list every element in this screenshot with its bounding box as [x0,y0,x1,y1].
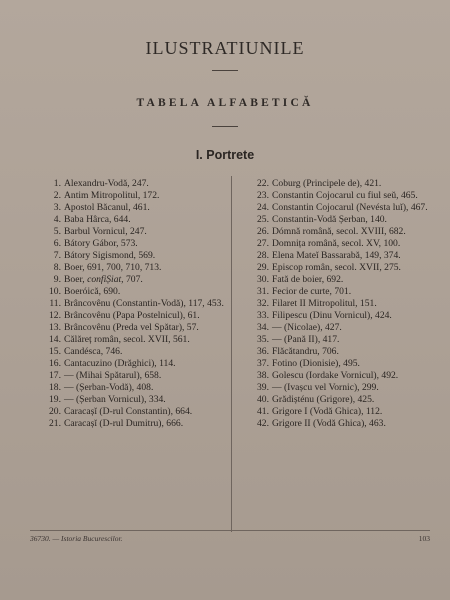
entry-number: 8. [53,262,61,273]
title-rule [212,70,238,71]
index-entry [30,406,228,418]
page-footer [30,530,430,543]
entry-number: 15. [49,346,61,357]
entry-text: Grădișténu (Grigore), 425. [272,394,375,405]
index-entry [30,178,228,190]
entry-number: 10. [49,286,61,297]
entry-number: 22. [257,178,269,189]
index-entry [238,370,438,382]
entry-text: Filaret II Mitropolitul, 151. [272,298,377,309]
entry-text: Constantin Cojocarul cu fiul seŭ, 465. [272,190,418,201]
entry-text-italic: confiȘiat [87,274,122,285]
entry-text: Domnița română, secol. XV, 100. [272,238,401,249]
entry-text: Episcop român, secol. XVII, 275. [272,262,401,273]
index-entry [238,262,438,274]
entry-number: 19. [49,394,61,405]
index-entry [30,262,228,274]
index-entry [30,310,228,322]
index-entry [30,226,228,238]
page-subtitle: TABELA ALFABETICĂ [136,97,314,109]
entry-number: 26. [257,226,269,237]
entry-text [64,274,228,286]
entry-number: 35. [257,334,269,345]
entry-text: Brâncovênu (Preda vel Spătar), 57. [64,322,199,333]
index-entry [30,298,228,310]
index-entry [30,370,228,382]
index-entry [30,250,228,262]
subtitle-rule [212,126,238,127]
entry-text: Constantin-Vodă Șerban, 140. [272,214,387,225]
entry-number: 6. [53,238,61,249]
index-entry [238,250,438,262]
entry-number: 31. [257,286,269,297]
entry-number: 12. [49,310,61,321]
index-column-left [30,178,228,430]
index-entry [238,382,438,394]
index-entry [238,346,438,358]
index-entry [30,418,228,430]
entry-text: Elena Mateĭ Bassarabă, 149, 374. [272,250,401,261]
index-entry [30,286,228,298]
entry-number: 1. [53,178,61,189]
entry-number: 25. [257,214,269,225]
entry-number: 14. [49,334,61,345]
index-entry [238,334,438,346]
entry-text: Antim Mitropolitul, 172. [64,190,160,201]
entry-text: Călăreț român, secol. XVII, 561. [64,334,190,345]
entry-text: — (Șerban-Vodă), 408. [64,382,154,393]
page-number: 103 [418,534,430,543]
index-column-right [238,178,438,430]
index-entry [30,202,228,214]
index-entry [238,298,438,310]
index-entry [30,394,228,406]
entry-text: Brâncovênu (Papa Postelnicul), 61. [64,310,200,321]
entry-text: Fotino (Dionisie), 495. [272,358,360,369]
entry-text: Fecior de curte, 701. [272,286,352,297]
entry-number: 18. [49,382,61,393]
entry-text: — (Mihai Spătarul), 658. [64,370,162,381]
entry-number: 29. [257,262,269,273]
index-entry [238,394,438,406]
index-entry [30,382,228,394]
entry-text: Grigore I (Vodă Ghica), 112. [272,406,383,417]
entry-number: 39. [257,382,269,393]
entry-text: Caracașĭ (D-rul Constantin), 664. [64,406,193,417]
entry-text-part: , 707. [121,274,143,285]
entry-number: 23. [257,190,269,201]
entry-text: Boer, 691, 700, 710, 713. [64,262,162,273]
entry-number: 37. [257,358,269,369]
entry-text: Fată de boier, 692. [272,274,344,285]
entry-number: 28. [257,250,269,261]
entry-text: Bátory Sigismond, 569. [64,250,156,261]
entry-text: — (Ivașcu vel Vornic), 299. [272,382,379,393]
index-entry [238,226,438,238]
footer-imprint: 36730. — Istoria Bucurescilor. [30,534,123,543]
entry-text: Baba Hârca, 644. [64,214,131,225]
entry-text: — (Pană II), 417. [272,334,340,345]
entry-text: — (Nicolae), 427. [272,322,342,333]
index-entry [238,202,438,214]
entry-text: Apostol Băcanul, 461. [64,202,150,213]
index-entry [30,214,228,226]
entry-number: 11. [49,298,61,309]
index-entry [238,238,438,250]
index-entry [238,178,438,190]
entry-number: 38. [257,370,269,381]
index-entry [30,358,228,370]
index-entry [238,406,438,418]
entry-text: — (Șerban Vornicul), 334. [64,394,166,405]
index-entry [30,322,228,334]
section-heading: I. Portrete [195,148,255,162]
entry-number: 24. [257,202,269,213]
entry-number: 30. [257,274,269,285]
entry-number: 16. [49,358,61,369]
entry-number: 32. [257,298,269,309]
index-entry [238,286,438,298]
entry-text: Coburg (Principele de), 421. [272,178,382,189]
entry-number: 42. [257,418,269,429]
entry-number: 3. [53,202,61,213]
entry-text: Caracașĭ (D-rul Dumitru), 666. [64,418,184,429]
entry-text: Brâncovênu (Constantin-Vodă), 117, 453. [64,298,224,309]
entry-text-part: Boer, [64,274,88,285]
page-title: ILUSTRATIUNILE [145,38,305,58]
index-entry [30,238,228,250]
entry-text: Boeróică, 690. [64,286,121,297]
entry-number: 34. [257,322,269,333]
index-entry [238,418,438,430]
entry-number: 40. [257,394,269,405]
entry-number: 36. [257,346,269,357]
entry-text: Alexandru-Vodă, 247. [64,178,149,189]
entry-number: 9. [53,274,61,285]
index-entry [30,274,228,286]
index-entry [238,310,438,322]
entry-number: 17. [49,370,61,381]
index-entry [30,346,228,358]
entry-text: Grigore II (Vodă Ghica), 463. [272,418,386,429]
entry-text: Filipescu (Dinu Vornicul), 424. [272,310,392,321]
entry-number: 41. [257,406,269,417]
entry-number: 21. [49,418,61,429]
entry-text: Golescu (Iordake Vornicul), 492. [272,370,399,381]
index-entry [30,190,228,202]
index-entry [238,190,438,202]
entry-text: Flăcătandru, 706. [272,346,339,357]
entry-text: Barbul Vornicul, 247. [64,226,147,237]
entry-text: Constantin Cojocarul (Nevésta luĭ), 467. [272,202,428,213]
entry-number: 5. [53,226,61,237]
index-entry [238,322,438,334]
index-entry [30,334,228,346]
entry-number: 33. [257,310,269,321]
entry-text: Dómnă română, secol. XVIII, 682. [272,226,406,237]
entry-number: 7. [53,250,61,261]
entry-text: Cantacuzino (Drăghici), 114. [64,358,176,369]
entry-number: 2. [53,190,61,201]
column-divider [231,176,232,532]
entry-number: 20. [49,406,61,417]
entry-text: Candésca, 746. [64,346,123,357]
index-entry [238,274,438,286]
entry-number: 27. [257,238,269,249]
index-entry [238,214,438,226]
entry-number: 13. [49,322,61,333]
entry-number: 4. [53,214,61,225]
index-entry [238,358,438,370]
entry-text: Bátory Gábor, 573. [64,238,138,249]
